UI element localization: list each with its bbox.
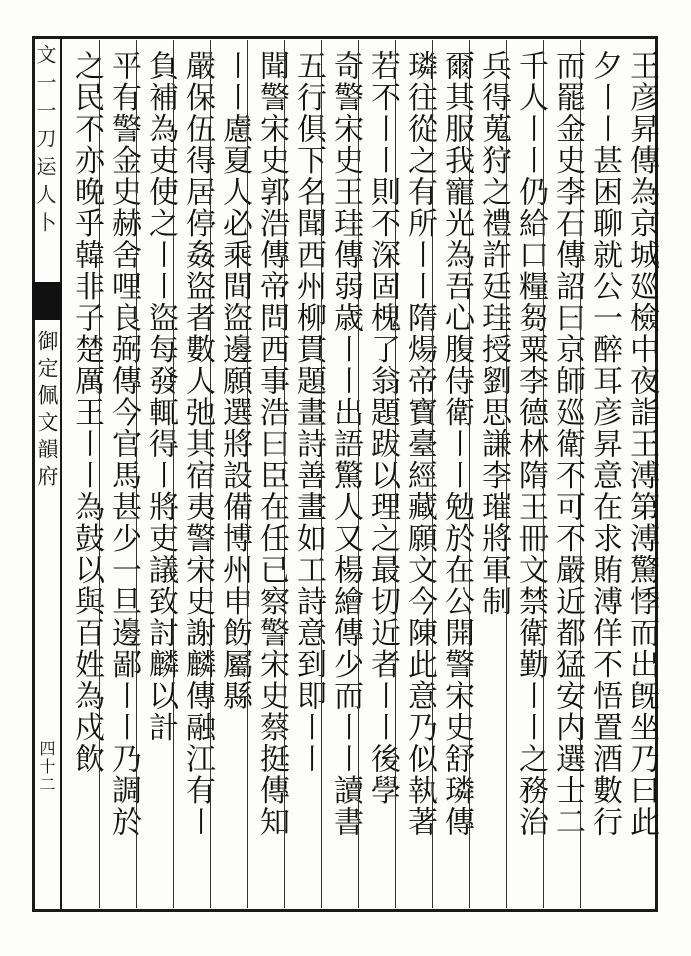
column-rule [136, 40, 137, 908]
page-number: 四十二 [37, 740, 56, 794]
text-columns [62, 40, 659, 908]
column-text: 平有警金史赫舍哩良弼傳今官馬甚少一旦邊鄙〡〡乃調於 [106, 50, 141, 838]
column-text: 千人〡〡仍給口糧芻粟李德林隋王冊文禁衛勤〡〡之務治 [513, 50, 548, 838]
column-rule [284, 40, 285, 908]
column-text: 奇警宋史王珪傳弱歳〡〡出語驚人又楊繪傳少而〡〡讀書 [328, 50, 363, 838]
column-text: 五行俱下名聞西州柳貫題畫詩善畫如工詩意到即〡〡 [291, 50, 326, 775]
column-rule [506, 40, 507, 908]
column-text: 若不〡〡則不深固槐了翁題跋以理之最切近者〡〡後學 [365, 50, 400, 806]
column-rule [358, 40, 359, 908]
column-rule [173, 40, 174, 908]
text-column [62, 40, 110, 908]
column-text: 〡〡慮夏人必乘間盜邊願選將設備博州申飭屬縣 [217, 50, 252, 712]
column-rule [432, 40, 433, 908]
column-text: 爾其服我寵光為吾心腹侍衛〡〡勉於在公開警宋史舒璘傳 [439, 50, 474, 838]
column-text: 聞警宋史郭浩傳帝問西事浩曰臣在任已察警宋史蔡挺傳知 [254, 50, 289, 838]
column-text: 負補為吏使之〡〡盜每發輒得〡將吏議致討麟以計 [143, 50, 178, 743]
column-rule [210, 40, 211, 908]
column-rule [321, 40, 322, 908]
column-text: 兵得蒐狩之禮許廷珪授劉思謙李璀將軍制 [476, 50, 511, 617]
column-text: 璘往從之有所〡〡隋煬帝寶臺經藏願文今陳此意乃似執著 [402, 50, 437, 838]
column-rule [395, 40, 396, 908]
column-text: 王彦昇傳為京城廵檢中夜詣王溥第溥驚悸而出旣坐乃曰此 [624, 50, 659, 838]
column-rule [543, 40, 544, 908]
column-text: 之民不亦晚乎韓非子楚厲王〡〡為鼓以與百姓為戍飲 [69, 50, 104, 775]
column-rule [469, 40, 470, 908]
spine-top-text: 文一一刀运人卜 [33, 44, 57, 240]
book-title: 御定佩文韻府 [35, 330, 59, 492]
fish-tail-mark [32, 282, 62, 320]
column-rule [99, 40, 100, 908]
column-rule [580, 40, 581, 908]
column-text: 夕〡〡甚困聊就公一醉耳彦昇意在求賄溥佯不悟置酒數行 [587, 50, 622, 838]
column-text: 而罷金史李石傳詔曰京師廵衛不可不嚴近都猛安内選士二 [550, 50, 585, 838]
column-text: 嚴保伍得居停姦盜者數人弛其宿夷警宋史謝麟傳融江有〡 [180, 50, 215, 838]
column-rule [247, 40, 248, 908]
